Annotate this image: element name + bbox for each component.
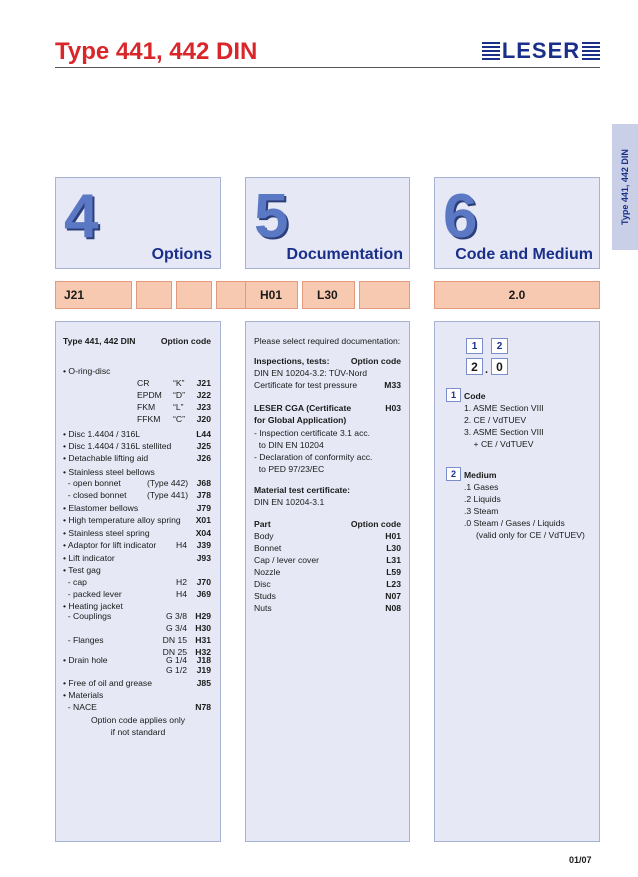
doc-intro: Please select required documentation: (254, 336, 401, 346)
option-label: • Drain hole (63, 655, 108, 665)
inspection-code[interactable]: M33 (384, 380, 401, 390)
option-code[interactable]: J70 (196, 577, 211, 587)
part-name: Disc (254, 579, 271, 589)
part-code[interactable]: L23 (386, 579, 401, 589)
footnote: if not standard (110, 727, 166, 737)
part-name: Body (254, 531, 274, 541)
options-code-heading: Option code (160, 336, 211, 346)
inspection-line: DIN EN 10204-3.2: TÜV-Nord (254, 368, 368, 378)
option-code[interactable]: J78 (196, 490, 211, 500)
cga-item: - Inspection certificate 3.1 acc. (254, 428, 371, 438)
option-code[interactable]: J22 (196, 390, 211, 400)
medium-item: .2 Liquids (464, 494, 501, 504)
medium-item: .3 Steam (464, 506, 499, 516)
code-cell[interactable]: H01 (245, 281, 298, 309)
position-box: 1 (466, 338, 483, 354)
option-label: • High temperature alloy spring (63, 515, 181, 525)
code-cell[interactable]: J21 (55, 281, 132, 309)
medium-label: Medium (464, 470, 497, 480)
code-item: 1. ASME Section VIII (464, 403, 544, 413)
option-type: (Type 441) (147, 490, 189, 500)
option-size: G 3/4 (165, 623, 187, 633)
option-material: FKM (137, 402, 156, 412)
footnote: Option code applies only (90, 715, 186, 725)
cga-code[interactable]: H03 (385, 403, 401, 413)
parts-heading: Part (254, 519, 271, 529)
section-title: Code and Medium (455, 246, 593, 263)
medium-item: (valid only for CE / VdTUEV) (464, 530, 585, 540)
inspection-line: Certificate for test pressure (254, 380, 358, 390)
section-4-header (55, 177, 221, 269)
option-size: H4 (176, 540, 187, 550)
code-item: 2. CE / VdTUEV (464, 415, 527, 425)
cga-heading: LESER CGA (Certificate (254, 403, 352, 413)
option-material-code: “K” (173, 378, 185, 388)
leser-logo: LESER (482, 40, 600, 62)
part-name: Bonnet (254, 543, 282, 553)
cga-item: - Declaration of conformity acc. (254, 452, 373, 462)
part-code[interactable]: L30 (386, 543, 401, 553)
part-name: Cap / lever cover (254, 555, 319, 565)
code-badge: 1 (446, 388, 461, 402)
option-code[interactable]: H32 (195, 647, 211, 657)
option-material: FFKM (137, 414, 161, 424)
option-code[interactable]: J26 (196, 453, 211, 463)
section-title: Documentation (286, 246, 403, 263)
medium-badge: 2 (446, 467, 461, 481)
part-name: Nuts (254, 603, 272, 613)
section-6-header (434, 177, 600, 269)
code-item: 3. ASME Section VIII (464, 427, 544, 437)
option-label: - NACE (63, 702, 97, 712)
separator-dot: . (485, 364, 489, 376)
option-code[interactable]: J39 (196, 540, 211, 550)
option-size: G 1/4 (165, 655, 187, 665)
part-code[interactable]: L31 (386, 555, 401, 565)
option-code-heading: Option code (350, 356, 401, 366)
part-name: Studs (254, 591, 276, 601)
options-code-bar (55, 281, 253, 309)
option-code[interactable]: N78 (195, 702, 211, 712)
code-cell[interactable] (176, 281, 212, 309)
option-code[interactable]: J69 (196, 589, 211, 599)
option-code[interactable]: J93 (196, 553, 211, 563)
documentation-code-bar (245, 281, 410, 309)
option-label: - cap (63, 577, 87, 587)
option-code[interactable]: J68 (196, 478, 211, 488)
position-box: 2 (491, 338, 508, 354)
option-code[interactable]: H31 (195, 635, 211, 645)
inspections-heading: Inspections, tests: (254, 356, 330, 366)
material-line: DIN EN 10204-3.1 (254, 497, 325, 507)
parts-code-heading: Option code (350, 519, 401, 529)
code-value-box[interactable]: 2 (466, 358, 483, 375)
section-number: 4 (64, 182, 99, 251)
option-size: H2 (176, 577, 187, 587)
option-code[interactable]: X04 (195, 528, 211, 538)
option-size: G 1/2 (165, 665, 187, 675)
option-label: - packed lever (63, 589, 122, 599)
option-code[interactable]: J25 (196, 441, 211, 451)
option-label: • Lift indicator (63, 553, 115, 563)
option-size: H4 (176, 589, 187, 599)
page-number: 01/07 (569, 855, 592, 865)
option-label: • O-ring-disc (63, 366, 111, 376)
option-code[interactable]: L44 (196, 429, 211, 439)
medium-value-box[interactable]: 0 (491, 358, 508, 375)
option-code[interactable]: X01 (195, 515, 211, 525)
option-code[interactable]: J85 (196, 678, 211, 688)
option-label: - open bonnet (63, 478, 121, 488)
section-5-header (245, 177, 410, 269)
side-tab[interactable]: Type 441, 442 DIN (612, 124, 638, 250)
page-title: Type 441, 442 DIN (55, 38, 258, 65)
cga-item: to DIN EN 10204 (254, 440, 324, 450)
header-rule (55, 67, 600, 68)
medium-item: .0 Steam / Gases / Liquids (464, 518, 565, 528)
option-size: G 3/8 (165, 611, 187, 621)
part-code[interactable]: L59 (386, 567, 401, 577)
option-material: CR (137, 378, 150, 388)
option-material-code: “L” (173, 402, 184, 412)
option-code[interactable]: J19 (196, 665, 211, 675)
medium-item: .1 Gases (464, 482, 499, 492)
material-heading: Material test certificate: (254, 485, 350, 495)
option-size: DN 25 (162, 647, 187, 657)
part-name: Nozzle (254, 567, 281, 577)
option-material-code: “D” (173, 390, 185, 400)
code-cell[interactable]: 2.0 (434, 281, 600, 309)
section-number: 6 (443, 182, 478, 251)
cga-heading: for Global Application) (254, 415, 347, 425)
option-material-code: “C” (173, 414, 185, 424)
option-label: • Free of oil and grease (63, 678, 152, 688)
code-medium-bar (434, 281, 600, 309)
option-label: • Adaptor for lift indicator (63, 540, 157, 550)
option-code[interactable]: J23 (196, 402, 211, 412)
option-label: - closed bonnet (63, 490, 127, 500)
code-label: Code (464, 391, 486, 401)
options-heading: Type 441, 442 DIN (63, 336, 136, 346)
option-material: EPDM (137, 390, 162, 400)
option-label: • Test gag (63, 565, 101, 575)
option-code[interactable]: H30 (195, 623, 211, 633)
option-label: • Elastomer bellows (63, 503, 139, 513)
option-code[interactable]: H29 (195, 611, 211, 621)
option-label: • Disc 1.4404 / 316L stellited (63, 441, 172, 451)
code-item: + CE / VdTUEV (464, 439, 534, 449)
option-label: • Heating jacket (63, 601, 123, 611)
option-label: • Stainless steel spring (63, 528, 150, 538)
option-label: • Stainless steel bellows (63, 467, 155, 477)
section-title: Options (151, 246, 212, 263)
option-code[interactable]: J18 (196, 655, 211, 665)
code-cell[interactable] (359, 281, 410, 309)
section-number: 5 (254, 182, 289, 251)
part-code[interactable]: N08 (385, 603, 401, 613)
code-cell[interactable]: L30 (302, 281, 355, 309)
option-type: (Type 442) (147, 478, 189, 488)
option-code[interactable]: J20 (196, 414, 211, 424)
option-code[interactable]: J21 (196, 378, 211, 388)
code-cell[interactable] (136, 281, 172, 309)
cga-item: to PED 97/23/EC (254, 464, 325, 474)
option-label: • Materials (63, 690, 104, 700)
part-code[interactable]: N07 (385, 591, 401, 601)
option-code[interactable]: J79 (196, 503, 211, 513)
option-size: DN 15 (162, 635, 187, 645)
option-label: - Flanges (63, 635, 104, 645)
part-code[interactable]: H01 (385, 531, 401, 541)
option-label: - Couplings (63, 611, 112, 621)
option-label: • Disc 1.4404 / 316L (63, 429, 141, 439)
option-label: • Detachable lifting aid (63, 453, 149, 463)
